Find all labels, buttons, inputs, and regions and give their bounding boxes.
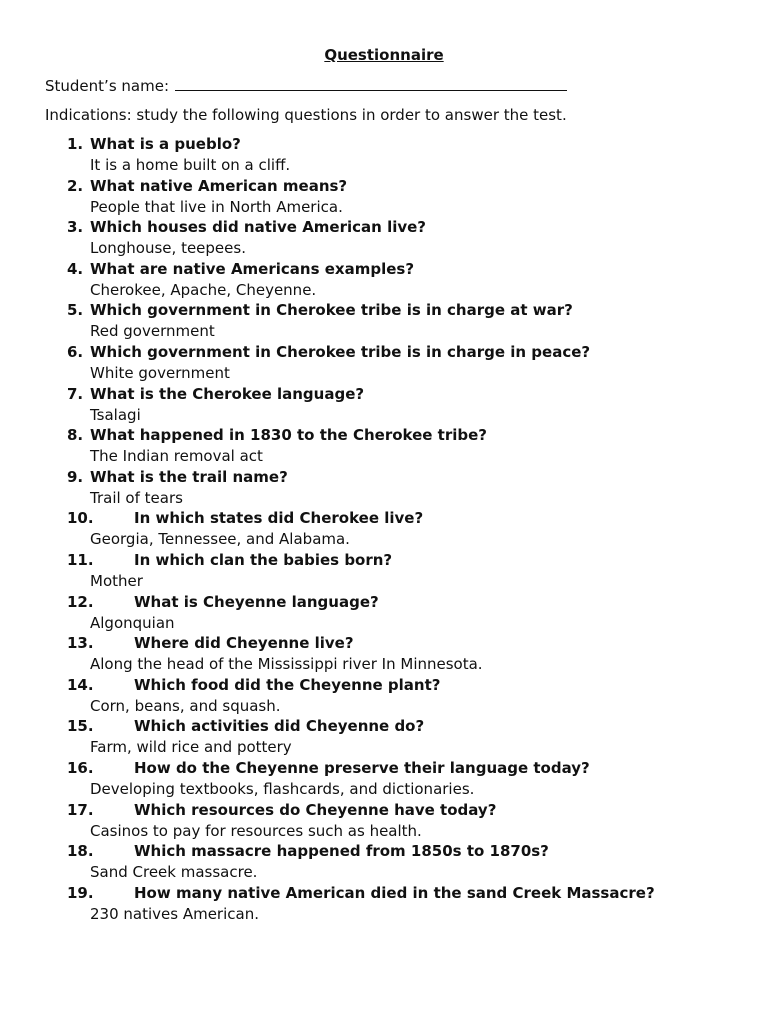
question-text: What native American means? xyxy=(90,176,348,195)
question-text: Which government in Cherokee tribe is in charge in peace? xyxy=(90,342,591,361)
question-number: 8. xyxy=(67,426,84,445)
question-item-6 xyxy=(0,342,768,384)
question-item-2 xyxy=(0,176,768,218)
question-number: 2. xyxy=(67,176,84,195)
question-text: What is the trail name? xyxy=(90,467,288,486)
question-item-3 xyxy=(0,217,768,259)
indications-text: Indications: study the following questions in order to answer the test. xyxy=(45,106,567,124)
question-text: In which clan the babies born? xyxy=(134,550,393,569)
answer-text: Mother xyxy=(90,571,143,590)
question-item-8 xyxy=(0,425,768,467)
question-text: Which activities did Cheyenne do? xyxy=(134,717,425,736)
question-number: 5. xyxy=(67,301,84,320)
answer-text: Farm, wild rice and pottery xyxy=(90,738,292,757)
answer-text: Sand Creek massacre. xyxy=(90,863,258,882)
answer-text: Georgia, Tennessee, and Alabama. xyxy=(90,530,350,549)
answer-text: Algonquian xyxy=(90,613,175,632)
question-item-5 xyxy=(0,300,768,342)
question-text: Where did Cheyenne live? xyxy=(134,634,354,653)
answer-text: Casinos to pay for resources such as health. xyxy=(90,821,422,840)
question-text: Which massacre happened from 1850s to 1870s? xyxy=(134,842,549,861)
question-text: What is Cheyenne language? xyxy=(134,592,379,611)
question-item-14 xyxy=(0,675,768,717)
question-text: How many native American died in the sand Creek Massacre? xyxy=(134,883,655,902)
answer-text: Tsalagi xyxy=(90,405,141,424)
question-number: 1. xyxy=(67,135,84,153)
question-number: 6. xyxy=(67,342,84,361)
question-text: What is the Cherokee language? xyxy=(90,384,365,403)
answer-text: The Indian removal act xyxy=(90,447,263,466)
question-number: 18. xyxy=(67,842,94,861)
question-number: 3. xyxy=(67,218,84,237)
question-text: Which government in Cherokee tribe is in charge at war? xyxy=(90,301,573,320)
question-text: How do the Cheyenne preserve their language today? xyxy=(134,758,590,777)
question-item-7 xyxy=(0,384,768,426)
answer-text: Along the head of the Mississippi river In Minnesota. xyxy=(90,655,483,674)
question-text: What are native Americans examples? xyxy=(90,259,415,278)
question-number: 11. xyxy=(67,550,94,569)
question-item-17 xyxy=(0,800,768,842)
question-number: 14. xyxy=(67,675,94,694)
question-item-10 xyxy=(0,508,768,550)
student-name-label: Student’s name: xyxy=(45,77,169,95)
question-number: 17. xyxy=(67,800,94,819)
question-number: 7. xyxy=(67,384,84,403)
question-item-4 xyxy=(0,259,768,301)
question-list xyxy=(0,134,768,924)
question-number: 10. xyxy=(67,509,94,528)
question-text: What happened in 1830 to the Cherokee tribe? xyxy=(90,426,487,445)
question-number: 15. xyxy=(67,717,94,736)
question-number: 12. xyxy=(67,592,94,611)
answer-text: Corn, beans, and squash. xyxy=(90,696,281,715)
question-item-11 xyxy=(0,550,768,592)
question-number: 4. xyxy=(67,259,84,278)
question-text: Which food did the Cheyenne plant? xyxy=(134,675,441,694)
question-item-1 xyxy=(0,134,768,176)
question-item-13 xyxy=(0,633,768,675)
answer-text: It is a home built on a cliff. xyxy=(90,156,291,174)
question-text: In which states did Cherokee live? xyxy=(134,509,424,528)
answer-text: 230 natives American. xyxy=(90,904,259,923)
question-item-19 xyxy=(0,883,768,925)
answer-text: Longhouse, teepees. xyxy=(90,239,246,258)
question-number: 13. xyxy=(67,634,94,653)
question-number: 9. xyxy=(67,467,84,486)
question-number: 16. xyxy=(67,758,94,777)
student-name-blank xyxy=(175,75,567,91)
question-item-16 xyxy=(0,758,768,800)
page-title: Questionnaire xyxy=(324,46,444,64)
answer-text: Cherokee, Apache, Cheyenne. xyxy=(90,280,317,299)
student-name-line xyxy=(45,75,567,96)
question-item-15 xyxy=(0,716,768,758)
question-text: Which houses did native American live? xyxy=(90,218,426,237)
answer-text: People that live in North America. xyxy=(90,197,343,216)
question-item-9 xyxy=(0,467,768,509)
answer-text: Red government xyxy=(90,322,215,341)
answer-text: Developing textbooks, flashcards, and dictionaries. xyxy=(90,779,475,798)
question-item-18 xyxy=(0,841,768,883)
question-item-12 xyxy=(0,592,768,634)
question-text: What is a pueblo? xyxy=(90,135,241,153)
answer-text: White government xyxy=(90,363,230,382)
question-text: Which resources do Cheyenne have today? xyxy=(134,800,497,819)
question-number: 19. xyxy=(67,883,94,902)
answer-text: Trail of tears xyxy=(90,488,183,507)
